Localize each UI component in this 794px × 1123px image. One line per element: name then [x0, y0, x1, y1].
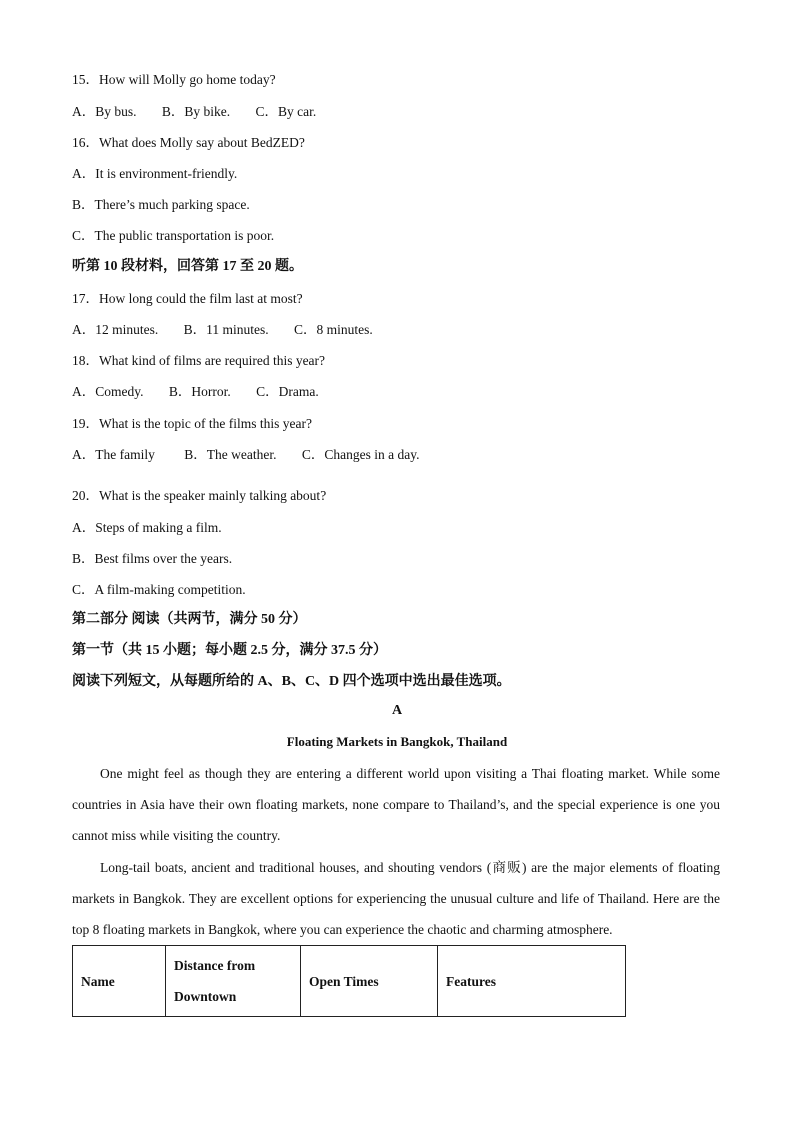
option-b: B．11 minutes.	[183, 322, 269, 337]
question-20-option-a: A．Steps of making a film.	[72, 520, 222, 535]
option-b: B．By bike.	[161, 104, 231, 119]
paragraph-1: One might feel as though they are entering a different world upon visiting a Thai floating market. While some countries in Asia have their own floating markets, none compare to Thailand’s, and the special experience is one you cannot miss while visiting the country.	[72, 766, 720, 843]
option-c: C．Changes in a day.	[301, 447, 420, 462]
reading-instruction: 阅读下列短文，从每题所给的 A、B、C、D 四个选项中选出最佳选项。	[72, 674, 511, 689]
header-distance: Distance from Downtown	[166, 946, 301, 1017]
option-c: C．Drama.	[256, 384, 319, 399]
part-2-heading: 第二部分 阅读（共两节，满分 50 分）	[72, 612, 307, 627]
passage-title: Floating Markets in Bangkok, Thailand	[286, 734, 508, 749]
question-16-option-b: B．There’s much parking space.	[72, 197, 250, 212]
paragraph-2: Long-tail boats, ancient and traditional houses, and shouting vendors (商贩) are the major elements of floating markets in Bangkok. They are excellent options for experiencing the unusual culture and life of Thailand. Here are the top 8 floating markets in Bangkok, where you can experience the chaotic and charming atmosphere.	[72, 860, 720, 937]
question-18: 18．What kind of films are required this year?	[72, 353, 326, 368]
option-b: B．Horror.	[168, 384, 231, 399]
question-17-options	[72, 318, 373, 338]
section-1-heading: 第一节（共 15 小题；每小题 2.5 分，满分 37.5 分）	[72, 643, 387, 658]
question-16-option-a: A．It is environment-friendly.	[72, 166, 238, 181]
header-name: Name	[73, 946, 166, 1017]
header-features: Features	[438, 946, 626, 1017]
table-header-row	[73, 946, 626, 1017]
section-10-heading: 听第 10 段材料，回答第 17 至 20 题。	[72, 259, 303, 274]
question-15-options	[72, 100, 316, 120]
question-15: 15．How will Molly go home today?	[72, 72, 276, 87]
option-a: A．The family	[72, 447, 155, 462]
question-20-option-b: B．Best films over the years.	[72, 551, 233, 566]
question-20: 20．What is the speaker mainly talking about?	[72, 488, 327, 503]
header-open-times: Open Times	[301, 946, 438, 1017]
option-a: A．12 minutes.	[72, 322, 159, 337]
markets-table	[72, 945, 626, 1017]
option-b: B．The weather.	[184, 447, 277, 462]
question-20-option-c: C．A film-making competition.	[72, 582, 246, 597]
question-18-options	[72, 380, 319, 400]
option-c: C．By car.	[255, 104, 317, 119]
option-a: A．By bus.	[72, 104, 137, 119]
question-16-option-c: C．The public transportation is poor.	[72, 228, 275, 243]
option-c: C．8 minutes.	[294, 322, 373, 337]
question-19: 19．What is the topic of the films this year?	[72, 416, 312, 431]
question-19-options	[72, 443, 419, 463]
question-16: 16．What does Molly say about BedZED?	[72, 135, 305, 150]
question-17: 17．How long could the film last at most?	[72, 291, 303, 306]
option-a: A．Comedy.	[72, 384, 144, 399]
passage-letter: A	[391, 703, 403, 718]
